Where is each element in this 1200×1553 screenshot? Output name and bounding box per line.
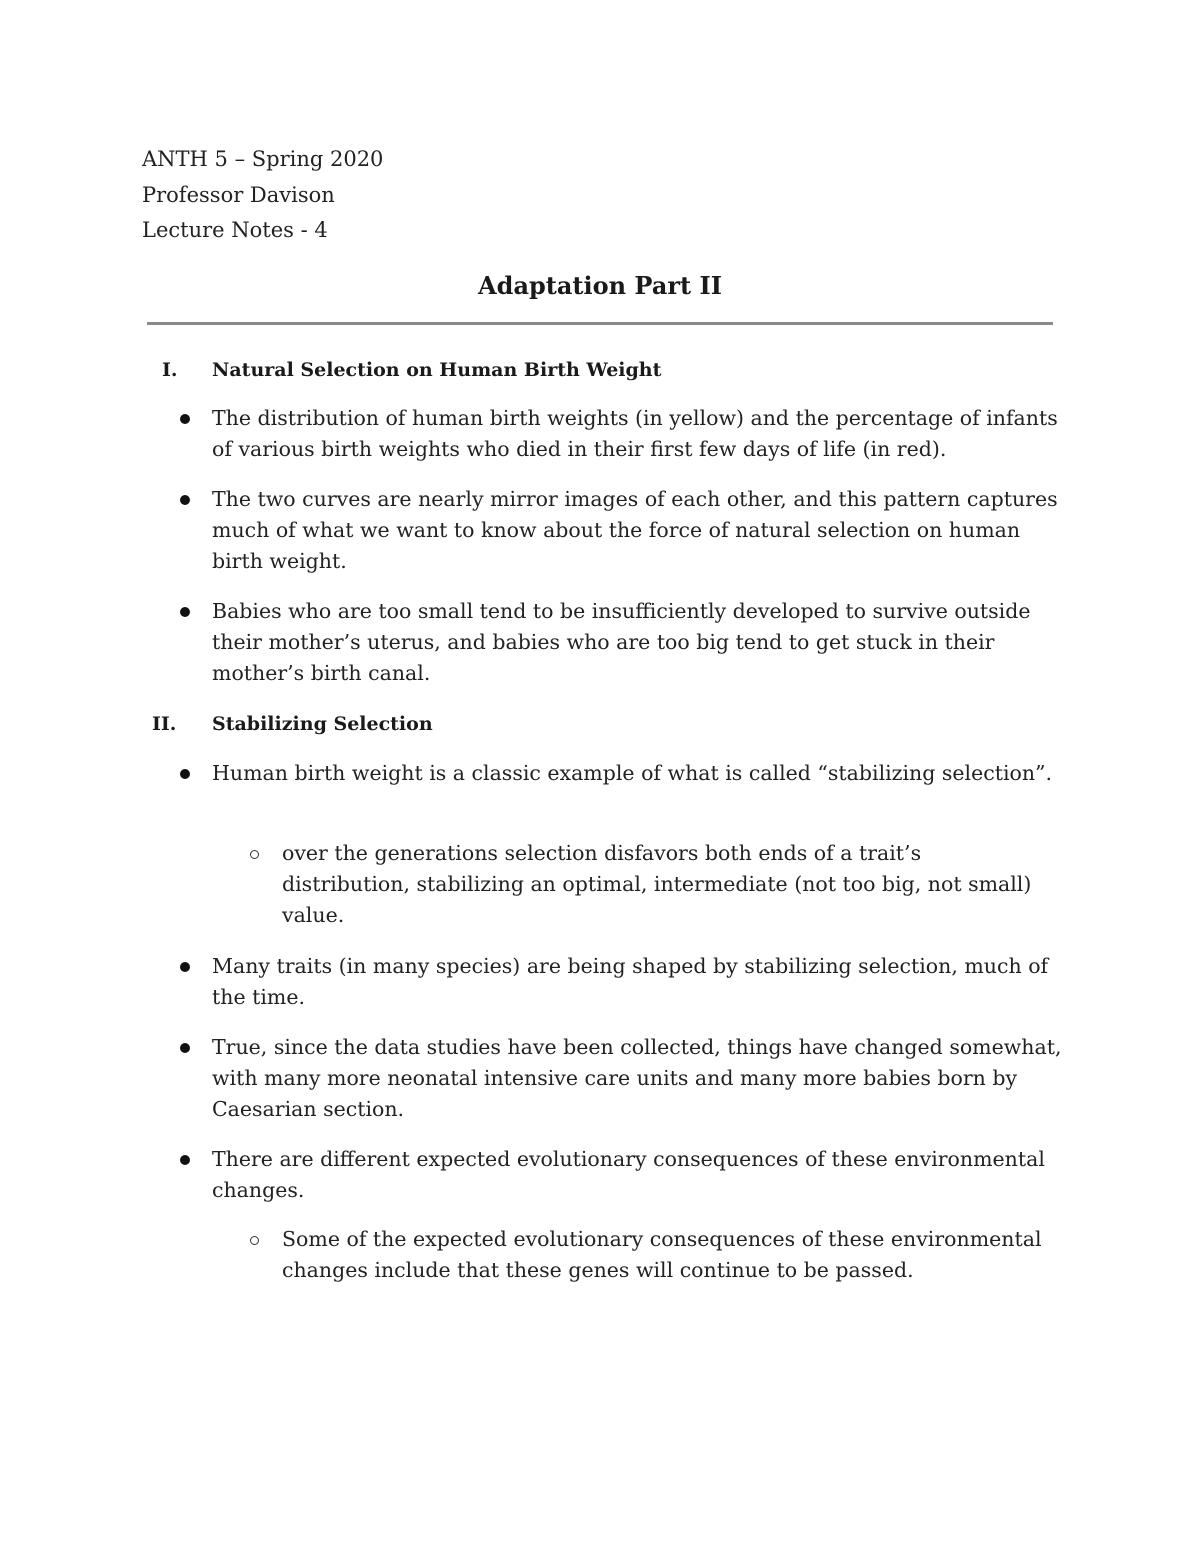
bullet-icon <box>180 769 190 779</box>
list-item-text: Human birth weight is a classic example of what is called “stabilizing selection”. <box>212 761 1053 785</box>
hollow-bullet-icon <box>250 850 259 859</box>
section-title: Natural Selection on Human Birth Weight <box>212 359 662 381</box>
sub-list-item-text: Some of the expected evolutionary consequences of these environmental changes include that these genes will continue to be passed. <box>282 1227 1042 1282</box>
bullet-icon <box>180 414 190 424</box>
section-number: I. <box>162 359 178 381</box>
bullet-icon <box>180 962 190 972</box>
sub-list-item-text: over the generations selection disfavors both ends of a trait’s distribution, stabilizing an optimal, intermediate (not too big, not small) value. <box>282 841 1032 927</box>
bullet-icon <box>180 495 190 505</box>
section-title: Stabilizing Selection <box>212 713 433 735</box>
professor-line: Professor Davison <box>142 182 335 207</box>
list-item-text: Many traits (in many species) are being shaped by stabilizing selection, much of the time. <box>212 954 1049 1009</box>
list-item-text: True, since the data studies have been collected, things have changed somewhat, with many more neonatal intensive care units and many more babies born by Caesarian section. <box>212 1035 1062 1121</box>
bullet-icon <box>180 1155 190 1165</box>
sub-list-item <box>282 1224 1042 1286</box>
list-item-text: There are different expected evolutionary consequences of these environmental changes. <box>212 1147 1045 1202</box>
document-header <box>142 142 383 249</box>
section-number: II. <box>152 713 177 735</box>
bullet-icon <box>180 607 190 617</box>
title-divider <box>147 322 1053 325</box>
list-item-text: The distribution of human birth weights (in yellow) and the percentage of infants of various birth weights who died in their first few days of life (in red). <box>212 406 1058 461</box>
course-line: ANTH 5 – Spring 2020 <box>142 147 384 171</box>
list-item <box>212 758 1072 789</box>
lecture-notes-line: Lecture Notes - 4 <box>142 218 328 242</box>
list-item <box>212 484 1072 577</box>
list-item <box>212 1144 1072 1206</box>
list-item <box>212 403 1072 465</box>
list-item <box>212 951 1072 1013</box>
sub-list-item <box>282 838 1042 931</box>
document-title: Adaptation Part II <box>478 271 722 300</box>
list-item <box>212 596 1072 689</box>
hollow-bullet-icon <box>250 1236 259 1245</box>
list-item <box>212 1032 1072 1125</box>
list-item-text: The two curves are nearly mirror images of each other, and this pattern captures much of what we want to know about the force of natural selection on human birth weight. <box>212 487 1058 573</box>
bullet-icon <box>180 1043 190 1053</box>
list-item-text: Babies who are too small tend to be insufficiently developed to survive outside their mother’s uterus, and babies who are too big tend to get stuck in their mother’s birth canal. <box>212 599 1031 685</box>
